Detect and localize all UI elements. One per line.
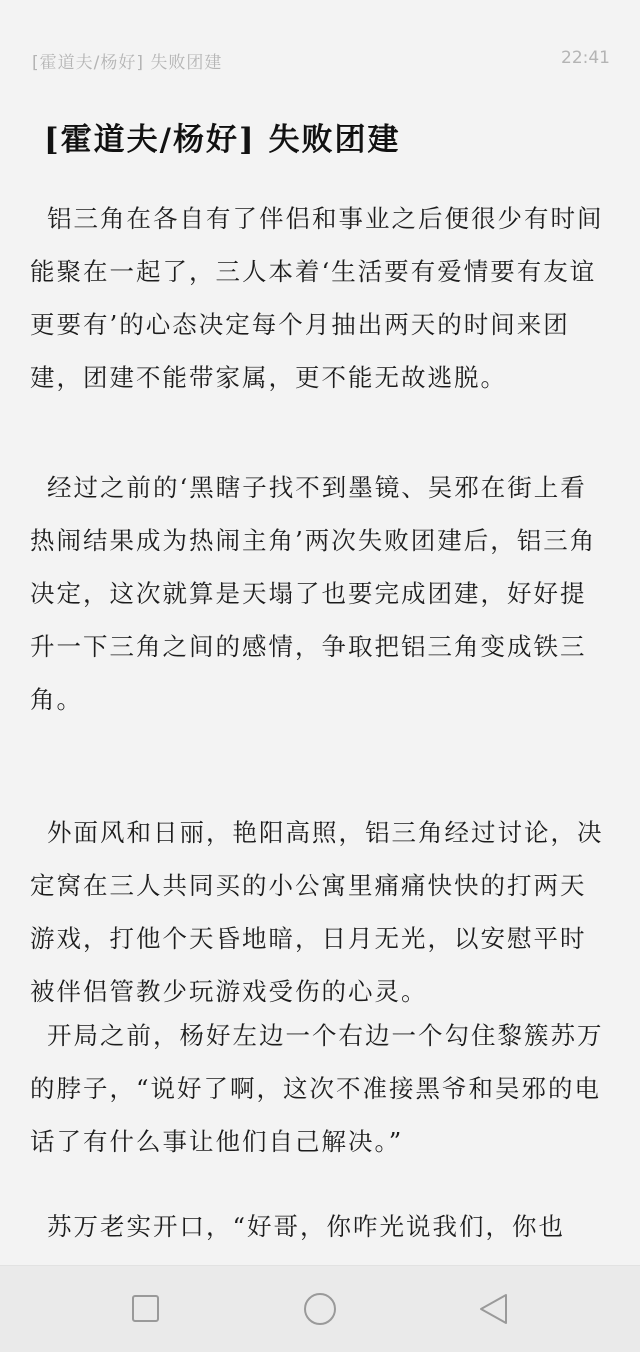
paragraph: 开局之前，杨好左边一个右边一个勾住黎簇苏万的脖子，“说好了啊，这次不准接黑爷和吴邪的电话了有什么事让他们自己解决。”: [30, 1021, 604, 1156]
circle-icon[interactable]: [275, 1266, 365, 1352]
paragraph: 铝三角在各自有了伴侣和事业之后便很少有时间能聚在一起了，三人本着‘生活要有爱情要有友谊更要有’的心态决定每个月抽出两天的时间来团建，团建不能带家属，更不能无故逃脱。: [30, 204, 604, 392]
reader-content[interactable]: [0, 100, 640, 1265]
triangle-back-icon[interactable]: [448, 1266, 538, 1352]
paragraph: 外面风和日丽，艳阳高照，铝三角经过讨论，决定窝在三人共同买的小公寓里痛痛快快的打两天游戏，打他个天昏地暗，日月无光，以安慰平时被伴侣管教少玩游戏受伤的心灵。: [30, 818, 604, 1006]
status-time: 22:41: [561, 48, 610, 68]
navigation-bar: [0, 1265, 640, 1352]
paragraph: 经过之前的‘黑瞎子找不到墨镜、吴邪在街上看热闹结果成为热闹主角’两次失败团建后，铝三角决定，这次就算是天塌了也要完成团建，好好提升一下三角之间的感情，争取把铝三角变成铁三角。: [30, 473, 597, 714]
status-chapter-title: [霍道夫/杨好] 失败团建: [32, 53, 223, 73]
chapter-title: [霍道夫/杨好] 失败团建: [44, 122, 401, 158]
paragraph: 苏万老实开口，“好哥，你咋光说我们，你也: [47, 1212, 566, 1241]
square-icon[interactable]: [100, 1266, 190, 1352]
status-bar: [0, 0, 640, 100]
